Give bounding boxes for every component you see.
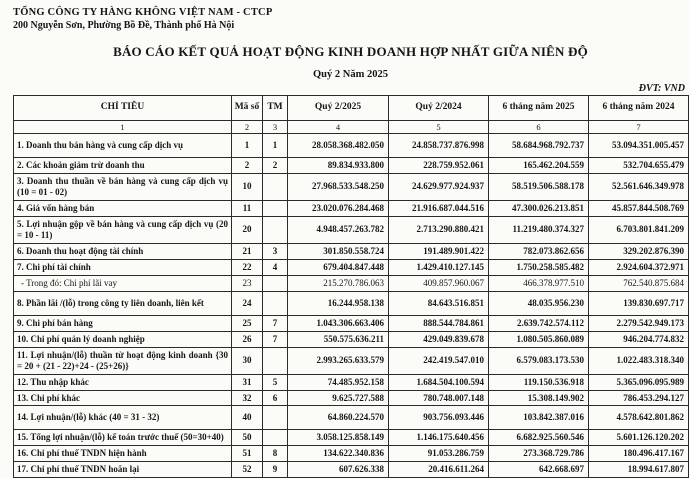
- value-6m-2024: 45.857.844.508.769: [589, 200, 689, 216]
- row-ma-so: 31: [232, 374, 263, 390]
- value-q2-2024: 228.759.952.061: [389, 157, 489, 173]
- value-6m-2024: 52.561.646.349.978: [589, 173, 689, 200]
- value-6m-2025: 47.300.026.213.851: [489, 200, 589, 216]
- row-tm: 4: [263, 259, 288, 275]
- value-q2-2025: 4.948.457.263.782: [288, 216, 389, 243]
- table-row: [14, 157, 689, 173]
- company-address: 200 Nguyễn Sơn, Phường Bồ Đề, Thành phố Hà Nội: [13, 20, 235, 31]
- table-row: [14, 243, 689, 259]
- row-ma-so: 11: [232, 200, 263, 216]
- table-row: [14, 374, 689, 390]
- value-q2-2024: 780.748.007.148: [389, 390, 489, 406]
- value-q2-2025: 679.404.847.448: [288, 259, 389, 275]
- value-6m-2025: 119.150.536.918: [489, 374, 589, 390]
- value-6m-2025: 58.684.968.792.737: [489, 134, 589, 158]
- value-6m-2025: 6.682.925.560.546: [489, 430, 589, 446]
- value-q2-2024: 1.684.504.100.594: [389, 374, 489, 390]
- row-label: 7. Chi phí tài chính: [14, 259, 232, 275]
- row-tm: 6: [263, 390, 288, 406]
- table-row: [14, 331, 689, 347]
- row-ma-so: 2: [232, 157, 263, 173]
- col-header-tm: TM: [263, 96, 288, 121]
- value-6m-2024: 18.994.617.807: [589, 462, 689, 478]
- value-6m-2024: 762.540.875.684: [589, 275, 689, 291]
- value-6m-2024: 180.496.417.167: [589, 446, 689, 462]
- table-row: [14, 446, 689, 462]
- row-label: 16. Chi phí thuế TNDN hiện hành: [14, 446, 232, 462]
- row-tm: [263, 291, 288, 315]
- value-6m-2025: 1.080.505.860.089: [489, 331, 589, 347]
- row-label: 1. Doanh thu bán hàng và cung cấp dịch vụ: [14, 134, 232, 158]
- value-q2-2024: 21.916.687.044.516: [389, 200, 489, 216]
- col-index-7: 7: [589, 121, 689, 134]
- value-6m-2025: 273.368.729.786: [489, 446, 589, 462]
- value-6m-2025: 165.462.204.559: [489, 157, 589, 173]
- row-label: 10. Chi phí quản lý doanh nghiệp: [14, 331, 232, 347]
- table-row: [14, 275, 689, 291]
- value-6m-2024: 2.279.542.949.173: [589, 315, 689, 331]
- value-q2-2024: 2.713.290.880.421: [389, 216, 489, 243]
- report-table-body: [14, 134, 689, 478]
- table-row: [14, 173, 689, 200]
- value-q2-2024: 91.053.286.759: [389, 446, 489, 462]
- value-q2-2025: 23.020.076.284.468: [288, 200, 389, 216]
- col-header-6m-2025: 6 tháng năm 2025: [489, 96, 589, 121]
- report-period: Quý 2 Năm 2025: [313, 69, 388, 80]
- col-index-6: 6: [489, 121, 589, 134]
- income-statement-table: [13, 95, 689, 478]
- value-6m-2025: 103.842.387.016: [489, 406, 589, 430]
- table-row: [14, 390, 689, 406]
- row-label: 12. Thu nhập khác: [14, 374, 232, 390]
- table-header: [14, 96, 689, 134]
- row-tm: [263, 275, 288, 291]
- table-row: [14, 259, 689, 275]
- row-ma-so: 10: [232, 173, 263, 200]
- row-tm: [263, 200, 288, 216]
- row-ma-so: 30: [232, 347, 263, 374]
- row-ma-so: 20: [232, 216, 263, 243]
- row-tm: [263, 406, 288, 430]
- row-ma-so: 40: [232, 406, 263, 430]
- row-ma-so: 1: [232, 134, 263, 158]
- col-header-6m-2024: 6 tháng năm 2024: [589, 96, 689, 121]
- value-q2-2025: 28.058.368.482.050: [288, 134, 389, 158]
- report-title: BÁO CÁO KẾT QUẢ HOẠT ĐỘNG KINH DOANH HỢP NHẤT GIỮA NIÊN ĐỘ: [113, 44, 588, 59]
- value-q2-2025: 9.625.727.588: [288, 390, 389, 406]
- column-index-row: [14, 121, 689, 134]
- table-row: [14, 430, 689, 446]
- value-6m-2024: 5.365.096.095.989: [589, 374, 689, 390]
- col-index-5: 5: [389, 121, 489, 134]
- row-ma-so: 32: [232, 390, 263, 406]
- table-row: [14, 216, 689, 243]
- value-q2-2024: 903.756.093.446: [389, 406, 489, 430]
- value-q2-2024: 429.049.839.678: [389, 331, 489, 347]
- row-label: 14. Lợi nhuận/(lỗ) khác (40 = 31 - 32): [14, 406, 232, 430]
- col-index-4: 4: [288, 121, 389, 134]
- row-label: 8. Phần lãi /(lỗ) trong công ty liên doanh, liên kết: [14, 291, 232, 315]
- value-q2-2024: 242.419.547.010: [389, 347, 489, 374]
- row-label: - Trong đó: Chi phí lãi vay: [14, 275, 232, 291]
- value-6m-2024: 786.453.294.127: [589, 390, 689, 406]
- value-6m-2025: 642.668.697: [489, 462, 589, 478]
- row-label: 6. Doanh thu hoạt động tài chính: [14, 243, 232, 259]
- row-tm: 7: [263, 315, 288, 331]
- value-q2-2025: 16.244.958.138: [288, 291, 389, 315]
- col-header-q2-2025: Quý 2/2025: [288, 96, 389, 121]
- value-6m-2024: 53.094.351.005.457: [589, 134, 689, 158]
- table-row: [14, 406, 689, 430]
- value-q2-2025: 2.993.265.633.579: [288, 347, 389, 374]
- value-q2-2025: 607.626.338: [288, 462, 389, 478]
- value-q2-2024: 1.429.410.127.145: [389, 259, 489, 275]
- row-label: 11. Lợi nhuận/(lỗ) thuần từ hoạt động kinh doanh {30 = 20 + (21 - 22)+24 - (25+26)}: [14, 347, 232, 374]
- row-ma-so: 22: [232, 259, 263, 275]
- col-index-3: 3: [263, 121, 288, 134]
- value-6m-2024: 946.204.774.832: [589, 331, 689, 347]
- row-label: 5. Lợi nhuận gộp về bán hàng và cung cấp dịch vụ (20 = 10 - 11): [14, 216, 232, 243]
- value-q2-2025: 27.968.533.548.250: [288, 173, 389, 200]
- row-tm: [263, 173, 288, 200]
- row-label: 13. Chi phí khác: [14, 390, 232, 406]
- value-6m-2025: 782.073.862.656: [489, 243, 589, 259]
- value-6m-2025: 15.308.149.902: [489, 390, 589, 406]
- row-ma-so: 52: [232, 462, 263, 478]
- row-label: 17. Chi phí thuế TNDN hoãn lại: [14, 462, 232, 478]
- row-tm: 8: [263, 446, 288, 462]
- row-tm: [263, 216, 288, 243]
- value-6m-2024: 2.924.604.372.971: [589, 259, 689, 275]
- row-tm: 9: [263, 462, 288, 478]
- value-q2-2025: 1.043.306.663.406: [288, 315, 389, 331]
- value-6m-2024: 139.830.697.717: [589, 291, 689, 315]
- value-6m-2025: 11.219.480.374.327: [489, 216, 589, 243]
- col-index-1: 1: [14, 121, 232, 134]
- row-tm: 3: [263, 243, 288, 259]
- value-q2-2024: 24.629.977.924.937: [389, 173, 489, 200]
- table-row: [14, 462, 689, 478]
- value-q2-2025: 550.575.636.211: [288, 331, 389, 347]
- row-ma-so: 21: [232, 243, 263, 259]
- row-tm: 5: [263, 374, 288, 390]
- row-ma-so: 50: [232, 430, 263, 446]
- currency-unit-label: ĐVT: VND: [638, 83, 685, 94]
- value-q2-2025: 215.270.786.063: [288, 275, 389, 291]
- value-q2-2024: 1.146.175.640.456: [389, 430, 489, 446]
- table-row: [14, 200, 689, 216]
- column-header-row: [14, 96, 689, 121]
- row-ma-so: 26: [232, 331, 263, 347]
- value-q2-2025: 64.860.224.570: [288, 406, 389, 430]
- value-6m-2025: 58.519.506.588.178: [489, 173, 589, 200]
- row-label: 15. Tổng lợi nhuận/(lỗ) kế toán trước thuế (50=30+40): [14, 430, 232, 446]
- row-tm: [263, 347, 288, 374]
- row-ma-so: 23: [232, 275, 263, 291]
- value-q2-2025: 3.058.125.858.149: [288, 430, 389, 446]
- row-ma-so: 25: [232, 315, 263, 331]
- value-q2-2024: 24.858.737.876.998: [389, 134, 489, 158]
- value-q2-2024: 888.544.784.861: [389, 315, 489, 331]
- value-6m-2025: 48.035.956.230: [489, 291, 589, 315]
- row-label: 2. Các khoản giảm trừ doanh thu: [14, 157, 232, 173]
- table-row: [14, 315, 689, 331]
- row-label: 3. Doanh thu thuần về bán hàng và cung cấp dịch vụ (10 = 01 - 02): [14, 173, 232, 200]
- value-q2-2024: 84.643.516.851: [389, 291, 489, 315]
- row-label: 4. Giá vốn hàng bán: [14, 200, 232, 216]
- value-6m-2024: 1.022.483.318.340: [589, 347, 689, 374]
- value-6m-2024: 4.578.642.801.862: [589, 406, 689, 430]
- col-header-ma-so: Mã số: [232, 96, 263, 121]
- value-6m-2025: 466.378.977.510: [489, 275, 589, 291]
- value-q2-2024: 20.416.611.264: [389, 462, 489, 478]
- value-6m-2024: 329.202.876.390: [589, 243, 689, 259]
- table-row: [14, 134, 689, 158]
- row-tm: [263, 430, 288, 446]
- value-q2-2025: 301.850.558.724: [288, 243, 389, 259]
- value-6m-2024: 6.703.801.841.209: [589, 216, 689, 243]
- row-ma-so: 51: [232, 446, 263, 462]
- value-6m-2024: 532.704.655.479: [589, 157, 689, 173]
- row-ma-so: 24: [232, 291, 263, 315]
- value-6m-2025: 2.639.742.574.112: [489, 315, 589, 331]
- value-q2-2025: 89.834.933.800: [288, 157, 389, 173]
- value-q2-2024: 409.857.960.067: [389, 275, 489, 291]
- value-6m-2025: 1.750.258.585.482: [489, 259, 589, 275]
- col-index-2: 2: [232, 121, 263, 134]
- table-row: [14, 291, 689, 315]
- value-6m-2024: 5.601.126.120.202: [589, 430, 689, 446]
- value-q2-2024: 191.489.901.422: [389, 243, 489, 259]
- value-q2-2025: 134.622.340.836: [288, 446, 389, 462]
- row-tm: 7: [263, 331, 288, 347]
- row-tm: 1: [263, 134, 288, 158]
- value-6m-2025: 6.579.083.173.530: [489, 347, 589, 374]
- col-header-chi-tieu: CHỈ TIÊU: [14, 96, 232, 121]
- col-header-q2-2024: Quý 2/2024: [389, 96, 489, 121]
- row-tm: 2: [263, 157, 288, 173]
- table-row: [14, 347, 689, 374]
- value-q2-2025: 74.485.952.158: [288, 374, 389, 390]
- row-label: 9. Chi phí bán hàng: [14, 315, 232, 331]
- company-name: TỔNG CÔNG TY HÀNG KHÔNG VIỆT NAM - CTCP: [13, 7, 273, 18]
